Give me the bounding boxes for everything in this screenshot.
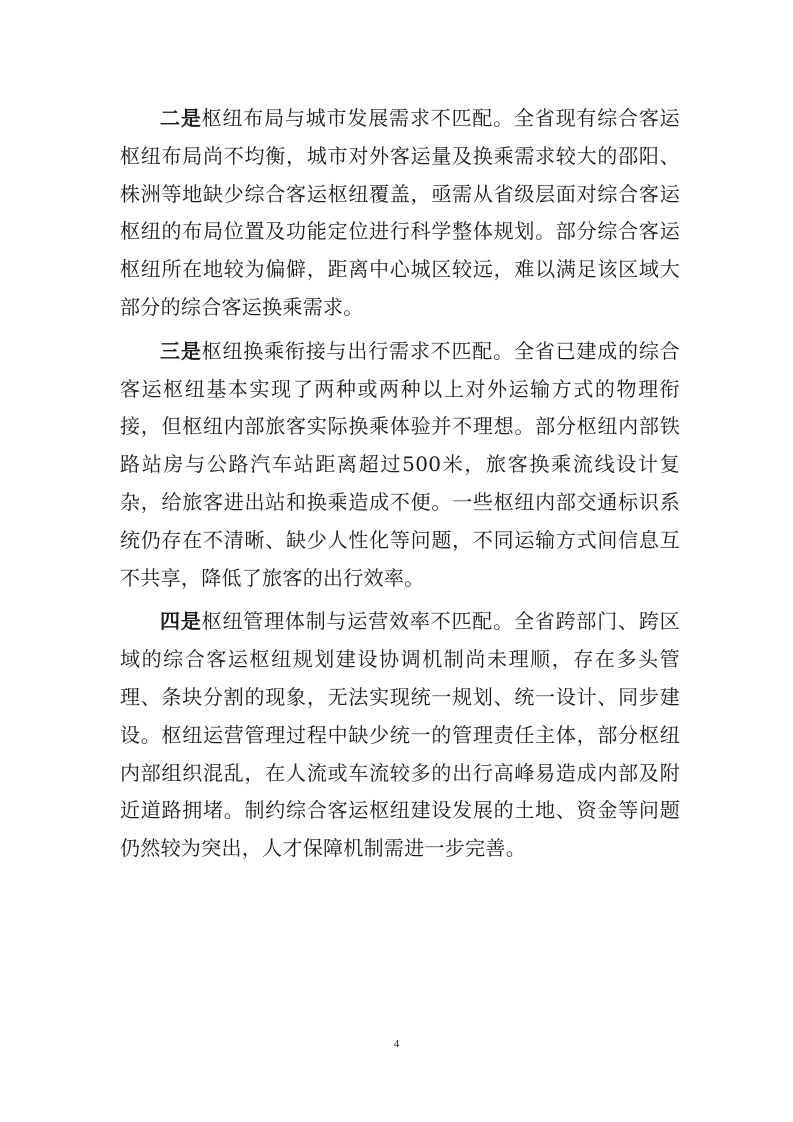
paragraph-hub-management	[120, 603, 680, 868]
paragraph-lead: 四是	[160, 609, 202, 634]
page-number: 4	[393, 1038, 400, 1050]
paragraph-lead: 二是	[160, 106, 202, 130]
paragraph-hub-transfer	[120, 333, 680, 598]
paragraph-lead: 三是	[160, 338, 202, 363]
paragraph-hub-layout	[120, 100, 680, 327]
paragraph-text: 枢纽换乘衔接与出行需求不匹配。全省已建成的综合客运枢纽基本实现了两种或两种以上对外运输方式的物理衔接，但枢纽内部旅客实际换乘体验并不理想。部分枢纽内部铁路站房与公路汽车站距离超过500米，旅客换乘流线设计复杂，给旅客进出站和换乘造成不便。一些枢纽内部交通标识系统仍存在不清晰、缺少人性化等问题，不同运输方式间信息互不共享，降低了旅客的出行效率。	[120, 338, 680, 590]
paragraph-text: 枢纽布局与城市发展需求不匹配。全省现有综合客运枢纽布局尚不均衡，城市对外客运量及换乘需求较大的邵阳、株洲等地缺少综合客运枢纽覆盖，亟需从省级层面对综合客运枢纽的布局位置及功能定位进行科学整体规划。部分综合客运枢纽所在地较为偏僻，距离中心城区较远，难以满足该区域大部分的综合客运换乘需求。	[120, 106, 680, 319]
paragraph-text: 枢纽管理体制与运营效率不匹配。全省跨部门、跨区域的综合客运枢纽规划建设协调机制尚未理顺，存在多头管理、条块分割的现象，无法实现统一规划、统一设计、同步建设。枢纽运营管理过程中缺少统一的管理责任主体，部分枢纽内部组织混乱，在人流或车流较多的出行高峰易造成内部及附近道路拥堵。制约综合客运枢纽建设发展的土地、资金等问题仍然较为突出，人才保障机制需进一步完善。	[120, 609, 680, 861]
document-body	[120, 100, 680, 874]
